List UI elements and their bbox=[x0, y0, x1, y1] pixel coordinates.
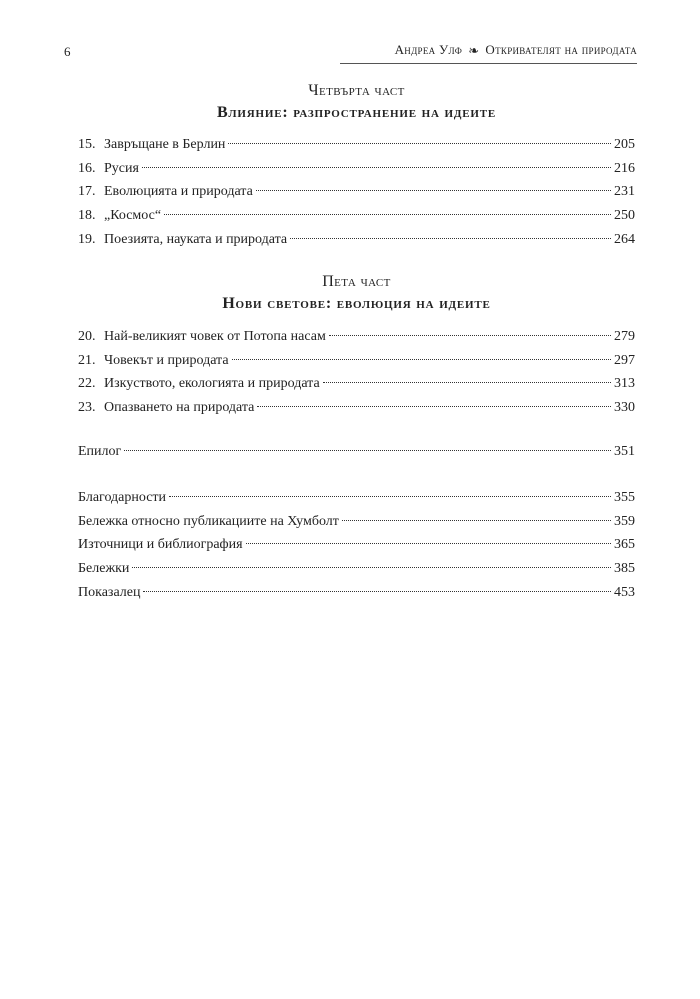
dot-leader bbox=[257, 406, 611, 407]
part-five-title: Нови светове: еволюция на идеите bbox=[222, 295, 491, 312]
entry-title: Бележки bbox=[78, 561, 130, 577]
part-five-label: Пета част bbox=[322, 273, 391, 290]
chapter-title: „Космос“ bbox=[104, 208, 162, 224]
page-ref: 330 bbox=[614, 400, 635, 416]
chapter-title: Завръщане в Берлин bbox=[104, 137, 226, 152]
toc-entry[interactable] bbox=[78, 533, 635, 557]
dot-leader bbox=[246, 543, 611, 544]
back-matter-list bbox=[78, 486, 635, 604]
chapter-number: 23. bbox=[78, 400, 96, 416]
chapter-number: 21. bbox=[78, 352, 96, 368]
fleuron-icon: ❧ bbox=[468, 42, 480, 58]
chapter-title: Най-великият човек от Потопа насам bbox=[104, 329, 326, 344]
toc-entry[interactable] bbox=[78, 581, 635, 605]
chapter-number: 18. bbox=[78, 208, 96, 224]
toc-entry[interactable] bbox=[78, 133, 635, 157]
page-ref: 205 bbox=[614, 137, 635, 152]
epilogue-title: Епилог bbox=[78, 444, 122, 459]
page-ref: 216 bbox=[614, 160, 635, 176]
part-four-chapter-list bbox=[78, 133, 635, 251]
toc-entry[interactable] bbox=[78, 510, 635, 534]
dot-leader bbox=[342, 520, 611, 521]
chapter-title: Еволюцията и природата bbox=[104, 184, 253, 200]
page-ref: 250 bbox=[614, 208, 635, 224]
dot-leader bbox=[164, 214, 611, 215]
chapter-number: 20. bbox=[78, 329, 96, 344]
dot-leader bbox=[143, 591, 611, 592]
page-ref: 365 bbox=[614, 537, 635, 553]
entry-title: Показалец bbox=[78, 584, 141, 600]
dot-leader bbox=[132, 567, 611, 568]
page-ref: 279 bbox=[614, 329, 635, 344]
chapter-title: Човекът и природата bbox=[104, 352, 229, 368]
dot-leader bbox=[142, 167, 611, 168]
page-ref: 231 bbox=[614, 184, 635, 200]
part-four-heading bbox=[78, 82, 635, 122]
chapter-title: Опазването на природата bbox=[104, 400, 255, 416]
toc-entry[interactable] bbox=[78, 486, 635, 510]
chapter-title: Русия bbox=[104, 160, 139, 176]
dot-leader bbox=[169, 496, 611, 497]
dot-leader bbox=[290, 238, 611, 239]
part-four-title: Влияние: разпространение на идеите bbox=[216, 104, 497, 121]
dot-leader bbox=[124, 450, 611, 451]
toc-entry[interactable] bbox=[78, 228, 635, 252]
page-ref: 359 bbox=[614, 513, 635, 529]
toc-entry[interactable] bbox=[78, 557, 635, 581]
entry-title: Бележка относно публикациите на Хумболт bbox=[78, 513, 339, 529]
toc-entry[interactable] bbox=[78, 325, 635, 349]
page-ref: 264 bbox=[614, 231, 635, 247]
chapter-title: Поезията, науката и природата bbox=[104, 231, 288, 247]
page-ref: 453 bbox=[614, 584, 635, 600]
chapter-number: 17. bbox=[78, 184, 96, 200]
page-ref: 385 bbox=[614, 561, 635, 577]
chapter-number: 15. bbox=[78, 137, 96, 152]
header-author: Андреа Улф bbox=[394, 42, 463, 57]
epilogue-section bbox=[78, 440, 635, 464]
running-header bbox=[340, 42, 637, 58]
part-five-chapter-list bbox=[78, 325, 635, 420]
dot-leader bbox=[228, 143, 611, 144]
chapter-number: 22. bbox=[78, 376, 96, 392]
page-ref: 313 bbox=[614, 376, 635, 392]
dot-leader bbox=[323, 382, 611, 383]
toc-entry[interactable] bbox=[78, 157, 635, 181]
page-ref: 297 bbox=[614, 352, 635, 368]
part-five-heading bbox=[78, 273, 635, 313]
toc-entry[interactable] bbox=[78, 396, 635, 420]
entry-title: Източници и библиография bbox=[78, 537, 243, 553]
chapter-title: Изкуството, екологията и природата bbox=[104, 376, 320, 392]
chapter-number: 16. bbox=[78, 160, 96, 176]
toc-entry[interactable] bbox=[78, 180, 635, 204]
chapter-number: 19. bbox=[78, 231, 96, 247]
part-four-label: Четвърта част bbox=[308, 82, 405, 99]
dot-leader bbox=[256, 190, 611, 191]
entry-title: Благодарности bbox=[78, 490, 167, 505]
page-ref: 355 bbox=[614, 490, 635, 505]
header-book-title: Откривателят на природата bbox=[485, 42, 637, 57]
toc-entry-epilogue[interactable] bbox=[78, 440, 635, 464]
dot-leader bbox=[232, 359, 611, 360]
toc-entry[interactable] bbox=[78, 349, 635, 373]
header-rule bbox=[340, 63, 637, 64]
toc-entry[interactable] bbox=[78, 204, 635, 228]
dot-leader bbox=[329, 335, 611, 336]
toc-entry[interactable] bbox=[78, 372, 635, 396]
page-ref: 351 bbox=[614, 444, 635, 459]
page-number: 6 bbox=[64, 44, 71, 59]
